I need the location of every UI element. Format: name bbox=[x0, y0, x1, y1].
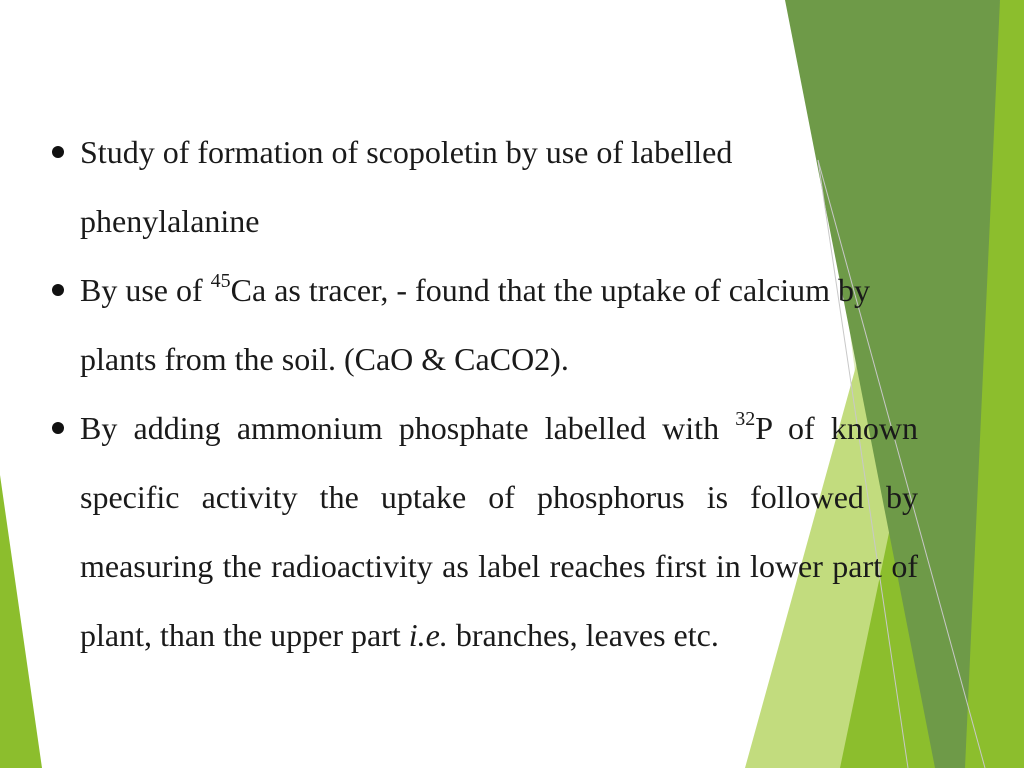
italic-abbreviation: i.e. bbox=[408, 617, 448, 653]
bullet-scopoletin bbox=[50, 118, 918, 256]
bullet-calcium-tracer bbox=[50, 256, 918, 394]
bullet-text-pre: By use of bbox=[80, 272, 211, 308]
bullet-text-post: Ca as tracer, - found that the uptake of calcium by plants from the soil. (CaO & CaCO2). bbox=[80, 272, 871, 377]
bullet-text-pre: By adding ammonium phosphate labelled with bbox=[80, 410, 736, 446]
isotope-mass-number: 32 bbox=[735, 408, 756, 430]
left-green-triangle bbox=[0, 475, 42, 768]
slide-content bbox=[50, 118, 918, 670]
bullet-phosphate-label bbox=[50, 394, 918, 670]
bullet-dot-icon bbox=[52, 422, 64, 434]
bullet-dot-icon bbox=[52, 146, 64, 158]
bullet-text-tail: branches, leaves etc. bbox=[447, 617, 719, 653]
isotope-mass-number: 45 bbox=[210, 270, 231, 292]
bullet-text-post: P of known specific activity the uptake of phosphorus is followed by measuring the radioactivity as label reaches first in lower part of plant, than the upper part bbox=[80, 410, 918, 653]
bullet-text: Study of formation of scopoletin by use of labelled phenylalanine bbox=[80, 134, 733, 239]
bullet-dot-icon bbox=[52, 284, 64, 296]
